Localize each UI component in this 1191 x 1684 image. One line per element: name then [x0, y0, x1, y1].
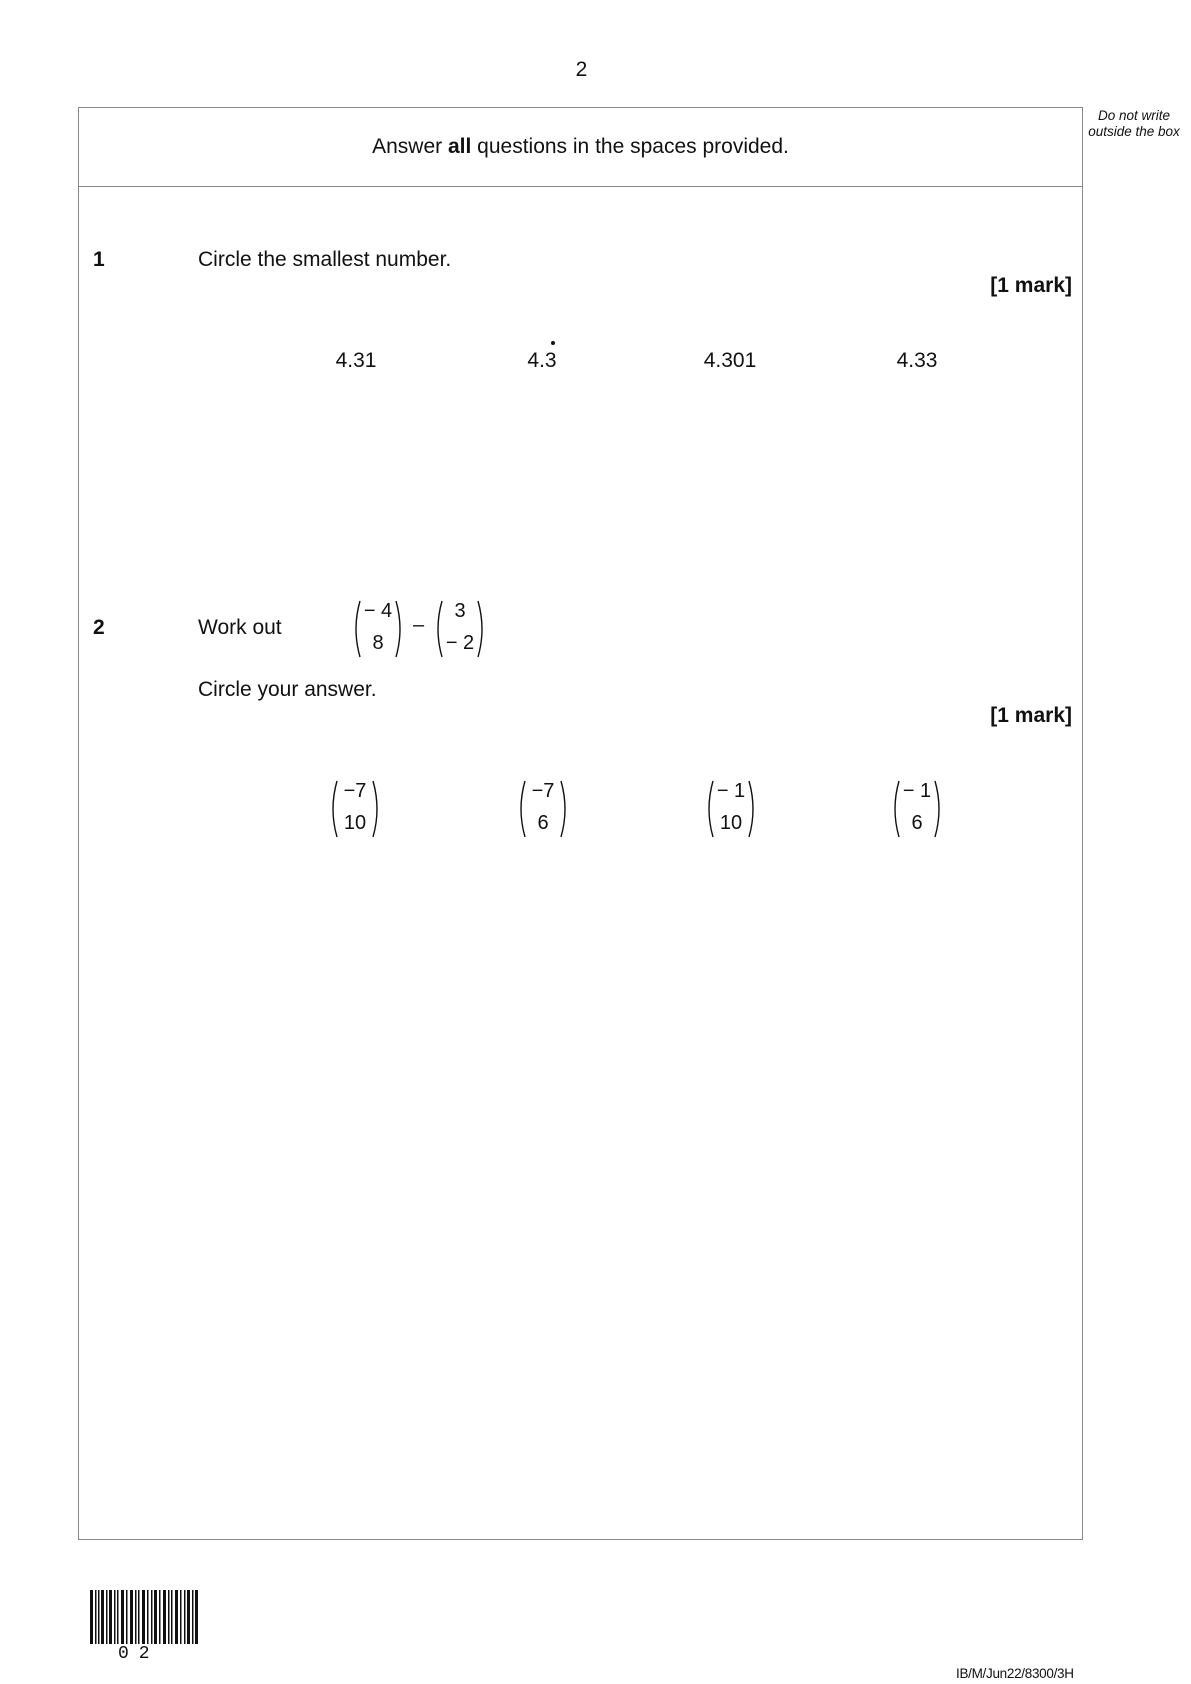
question-1-marks: [1 mark] — [990, 274, 1072, 297]
question-2-option-b[interactable] — [515, 778, 571, 840]
option-c-top: − 1 — [716, 780, 746, 802]
vector-a-bottom: 8 — [372, 632, 384, 654]
barcode-icon — [90, 1590, 198, 1644]
margin-note: Do not write outside the box — [1088, 108, 1180, 139]
expression-vector-a — [350, 598, 406, 660]
question-2-number: 2 — [93, 616, 105, 639]
option-d-top: − 1 — [902, 780, 932, 802]
vector-b-bottom: − 2 — [445, 632, 475, 654]
question-2-subtext: Circle your answer. — [198, 678, 377, 701]
vector-b-top: 3 — [454, 600, 466, 622]
option-a-bottom: 10 — [343, 812, 367, 834]
expression-vector-b — [432, 598, 488, 660]
question-1-option-a[interactable]: 4.31 — [335, 349, 377, 372]
question-1-option-d[interactable]: 4.33 — [896, 349, 938, 372]
page-number: 2 — [575, 58, 588, 81]
option-c-bottom: 10 — [719, 812, 743, 834]
option-b-top: −7 — [531, 780, 555, 802]
question-1-text: Circle the smallest number. — [198, 248, 452, 271]
barcode-number: 02 — [118, 1644, 160, 1664]
expression-operator: – — [413, 614, 425, 636]
paper-code: IB/M/Jun22/8300/3H — [956, 1666, 1074, 1681]
option-d-bottom: 6 — [911, 812, 923, 834]
option-b-bottom: 6 — [537, 812, 549, 834]
question-2-option-a[interactable] — [327, 778, 383, 840]
instruction-text: Answer all questions in the spaces provided. — [372, 134, 789, 158]
recurring-dot-icon — [551, 341, 555, 345]
question-2-option-c[interactable] — [703, 778, 759, 840]
instruction-row — [78, 107, 1083, 187]
vector-a-top: − 4 — [363, 600, 393, 622]
question-2-option-d[interactable] — [889, 778, 945, 840]
question-1-option-c[interactable]: 4.301 — [703, 349, 757, 372]
question-1-number: 1 — [93, 248, 105, 271]
option-a-top: −7 — [343, 780, 367, 802]
question-2-text: Work out — [198, 616, 282, 639]
question-2-marks: [1 mark] — [990, 704, 1072, 727]
question-1-option-b[interactable]: 4.3 — [527, 349, 557, 372]
